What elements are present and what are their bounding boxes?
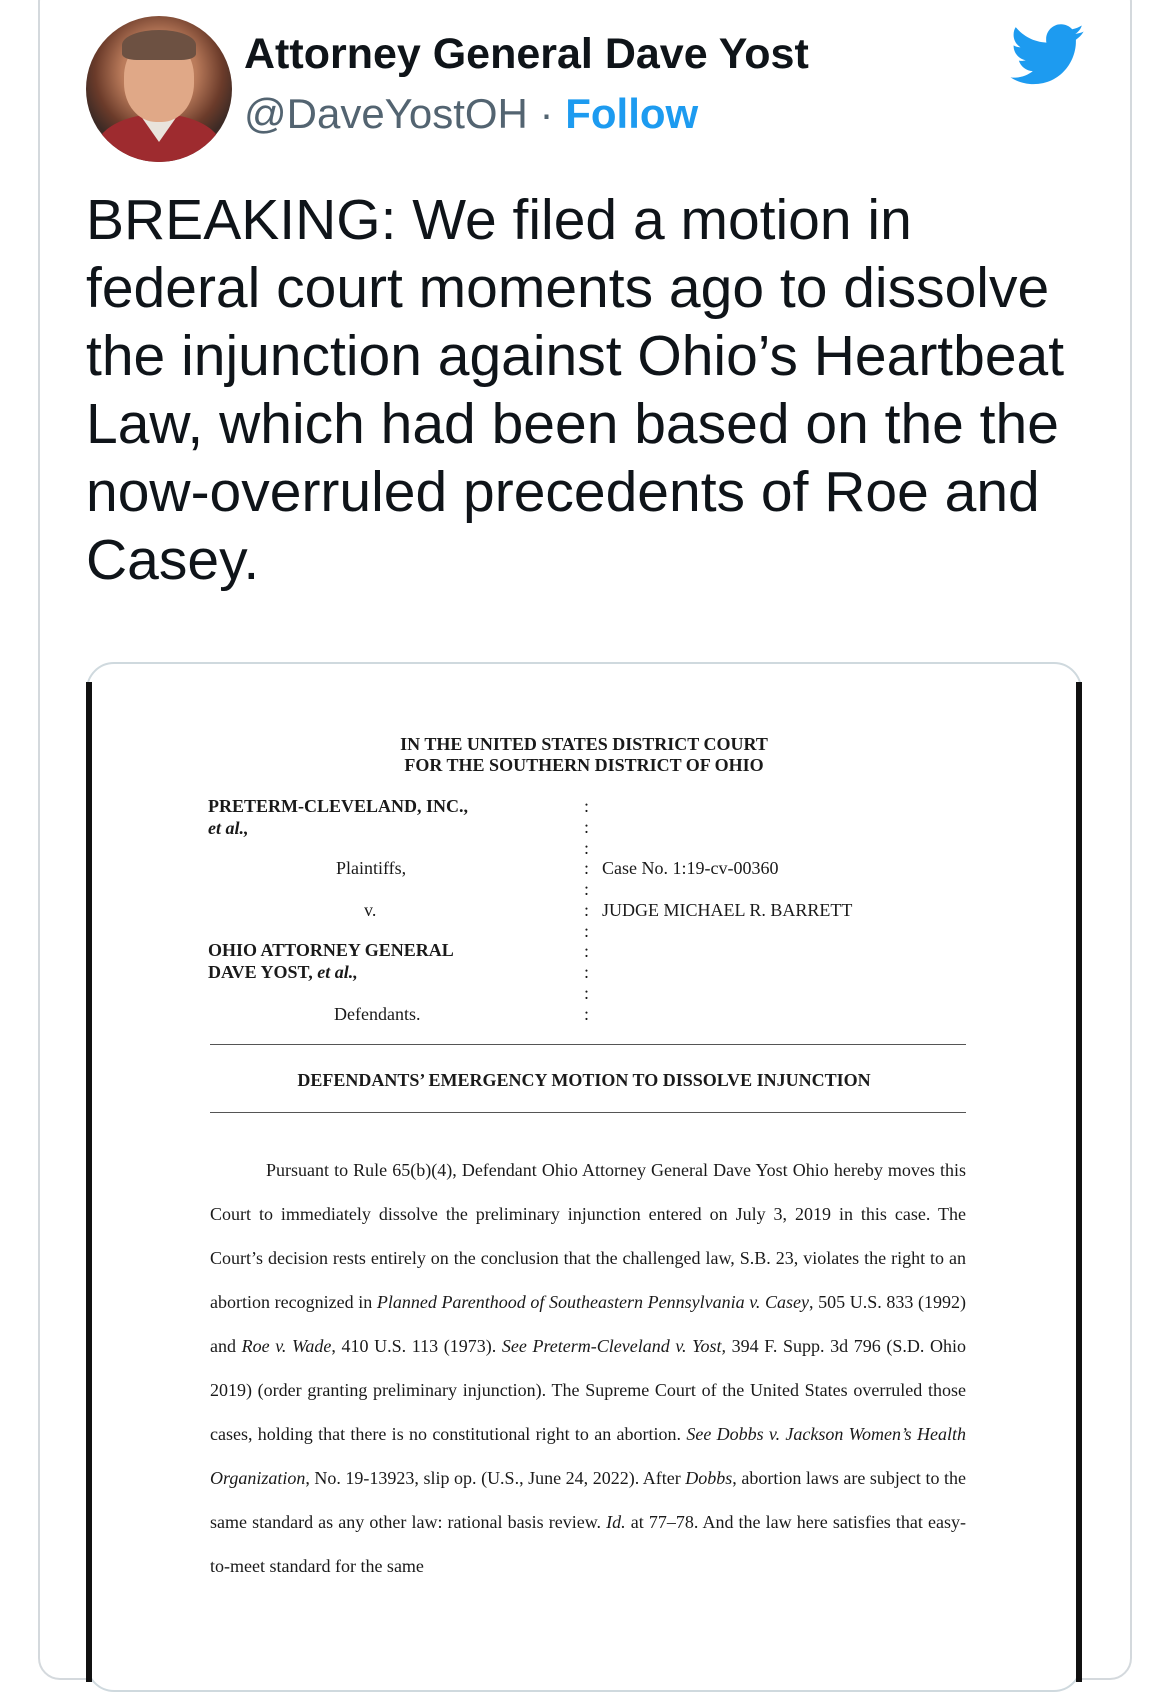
motion-body xyxy=(210,1148,966,1588)
body-text: , 410 U.S. 113 (1973). xyxy=(331,1336,502,1356)
case-citation: See Preterm-Cleveland v. Yost, xyxy=(501,1336,727,1356)
case-citation: Planned Parenthood of Southeastern Pennsylvania v. Casey xyxy=(376,1292,809,1312)
author-name[interactable]: Attorney General Dave Yost xyxy=(244,30,809,78)
caption-colon: : xyxy=(584,1004,590,1024)
plaintiff-name: PRETERM-CLEVELAND, INC., xyxy=(208,796,469,816)
caption-colon: : xyxy=(584,921,590,941)
caption-colon: : xyxy=(584,962,590,982)
document-edge-left xyxy=(86,682,92,1682)
plaintiff-etal: et al., xyxy=(208,818,249,838)
defendant-name: DAVE YOST, xyxy=(208,962,313,982)
defendant-name-line2 xyxy=(208,962,358,983)
tweet-text: BREAKING: We filed a motion in federal court moments ago to dissolve the injunction against Ohio’s Heartbeat Law, which had been based on the the now-overruled precedents of Roe and Casey. xyxy=(86,188,1065,592)
body-text: , 505 U.S. 833 (1992) and xyxy=(210,1292,966,1356)
body-text: , abortion laws are subject to the same standard as any other law: rational basis review. xyxy=(210,1468,966,1532)
twitter-bird-icon[interactable] xyxy=(1010,24,1086,86)
divider-bottom xyxy=(210,1112,966,1113)
body-text: , No. 19-13923, slip op. (U.S., June 24, 2022). After xyxy=(305,1468,686,1488)
court-document xyxy=(88,664,1080,1690)
judge-name: JUDGE MICHAEL R. BARRETT xyxy=(602,900,853,920)
case-citation: See Dobbs v. Jackson Women’s Health Organization xyxy=(210,1424,966,1488)
handle-row xyxy=(244,90,698,138)
divider-top xyxy=(210,1044,966,1045)
author-handle[interactable]: @DaveYostOH xyxy=(244,90,528,137)
caption-colon: : xyxy=(584,941,590,961)
caption-colon: : xyxy=(584,858,590,878)
case-citation: Id. xyxy=(606,1512,626,1532)
avatar-hair xyxy=(122,30,196,60)
attached-document-image[interactable] xyxy=(86,662,1082,1692)
separator-dot: · xyxy=(539,90,554,137)
document-edge-right xyxy=(1076,682,1082,1682)
defendant-etal: et al., xyxy=(317,962,358,982)
caption-colon: : xyxy=(584,817,590,837)
defendant-name-line1: OHIO ATTORNEY GENERAL xyxy=(208,940,454,960)
caption-colon: : xyxy=(584,796,590,816)
case-citation: Dobbs xyxy=(685,1468,733,1488)
caption-colon: : xyxy=(584,983,590,1003)
avatar[interactable] xyxy=(86,16,232,162)
case-number: Case No. 1:19-cv-00360 xyxy=(602,858,779,878)
case-citation: Roe v. Wade xyxy=(241,1336,332,1356)
caption-colon: : xyxy=(584,879,590,899)
body-text: Pursuant to Rule 65(b)(4), Defendant Ohio Attorney General Dave Yost Ohio hereby moves this Court to immediately dissolve the preliminary injunction entered on July 3, 2019 in this case. The Court’s decision rests entirely on the conclusion that the challenged law, S.B. 23, violates the right to an abortion recognized in xyxy=(210,1160,966,1312)
motion-title: DEFENDANTS’ EMERGENCY MOTION TO DISSOLVE INJUNCTION xyxy=(297,1070,871,1090)
court-heading-line1: IN THE UNITED STATES DISTRICT COURT xyxy=(400,734,768,754)
body-text: at 77–78. And the law here satisfies that easy-to-meet standard for the same xyxy=(210,1512,966,1576)
follow-button[interactable]: Follow xyxy=(565,90,699,137)
defendants-label: Defendants. xyxy=(334,1004,421,1024)
caption-colon: : xyxy=(584,838,590,858)
plaintiffs-label: Plaintiffs, xyxy=(336,858,407,878)
caption-colon: : xyxy=(584,900,590,920)
versus-label: v. xyxy=(364,900,377,920)
body-text: 394 F. Supp. 3d 796 (S.D. Ohio 2019) (order granting preliminary injunction). The Supreme Court of the United States overruled those cases, holding that there is no constitutional right to an abortion. xyxy=(210,1336,966,1444)
court-heading-line2: FOR THE SOUTHERN DISTRICT OF OHIO xyxy=(404,755,764,775)
